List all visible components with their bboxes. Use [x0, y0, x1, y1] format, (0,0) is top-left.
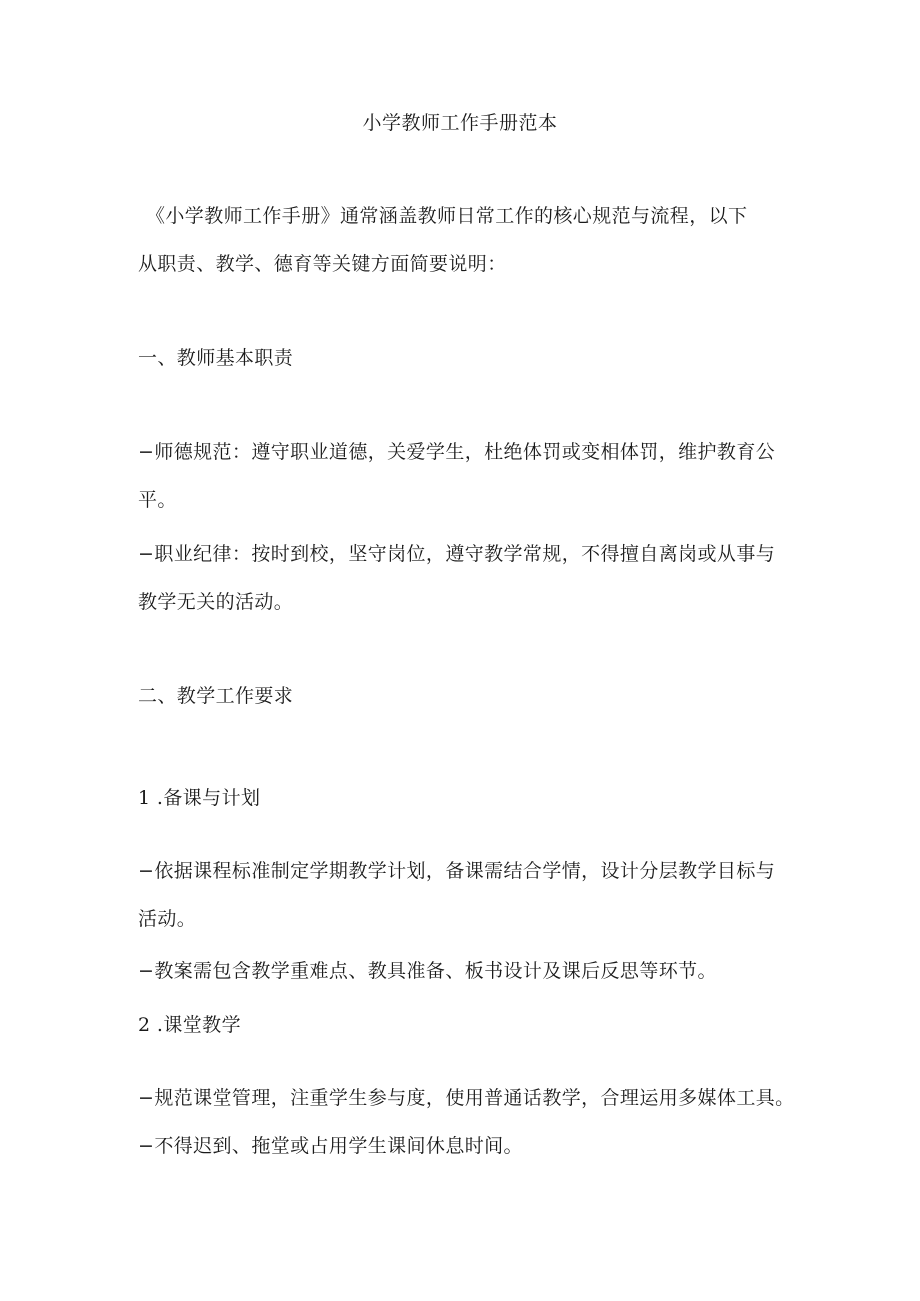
- lesson-prep-line-2: 活动。: [138, 908, 197, 930]
- duties-line-3: −职业纪律：按时到校，坚守岗位，遵守教学常规，不得擅自离岗或从事与: [138, 543, 776, 565]
- classroom-line-1: −规范课堂管理，注重学生参与度，使用普通话教学，合理运用多媒体工具。: [138, 1087, 795, 1109]
- intro-line-1: 《小学教师工作手册》通常涵盖教师日常工作的核心规范与流程，以下: [146, 205, 748, 227]
- subsection-heading-lesson-prep: 1 .备课与计划: [138, 787, 261, 809]
- duties-line-4: 教学无关的活动。: [138, 591, 294, 613]
- lesson-prep-line-3: −教案需包含教学重难点、教具准备、板书设计及课后反思等环节。: [138, 960, 717, 982]
- intro-line-2: 从职责、教学、德育等关键方面简要说明：: [138, 253, 507, 275]
- document-title: 小学教师工作手册范本: [362, 112, 558, 134]
- classroom-line-2: −不得迟到、拖堂或占用学生课间休息时间。: [138, 1135, 523, 1157]
- lesson-prep-line-1: −依据课程标准制定学期教学计划，备课需结合学情，设计分层教学目标与: [138, 860, 776, 882]
- duties-line-1: −师德规范：遵守职业道德，关爱学生，杜绝体罚或变相体罚，维护教育公: [138, 441, 776, 463]
- duties-line-2: 平。: [138, 489, 177, 511]
- subsection-heading-classroom: 2 .课堂教学: [138, 1014, 241, 1036]
- section-heading-teaching: 二、教学工作要求: [138, 685, 294, 707]
- section-heading-duties: 一、教师基本职责: [138, 347, 294, 369]
